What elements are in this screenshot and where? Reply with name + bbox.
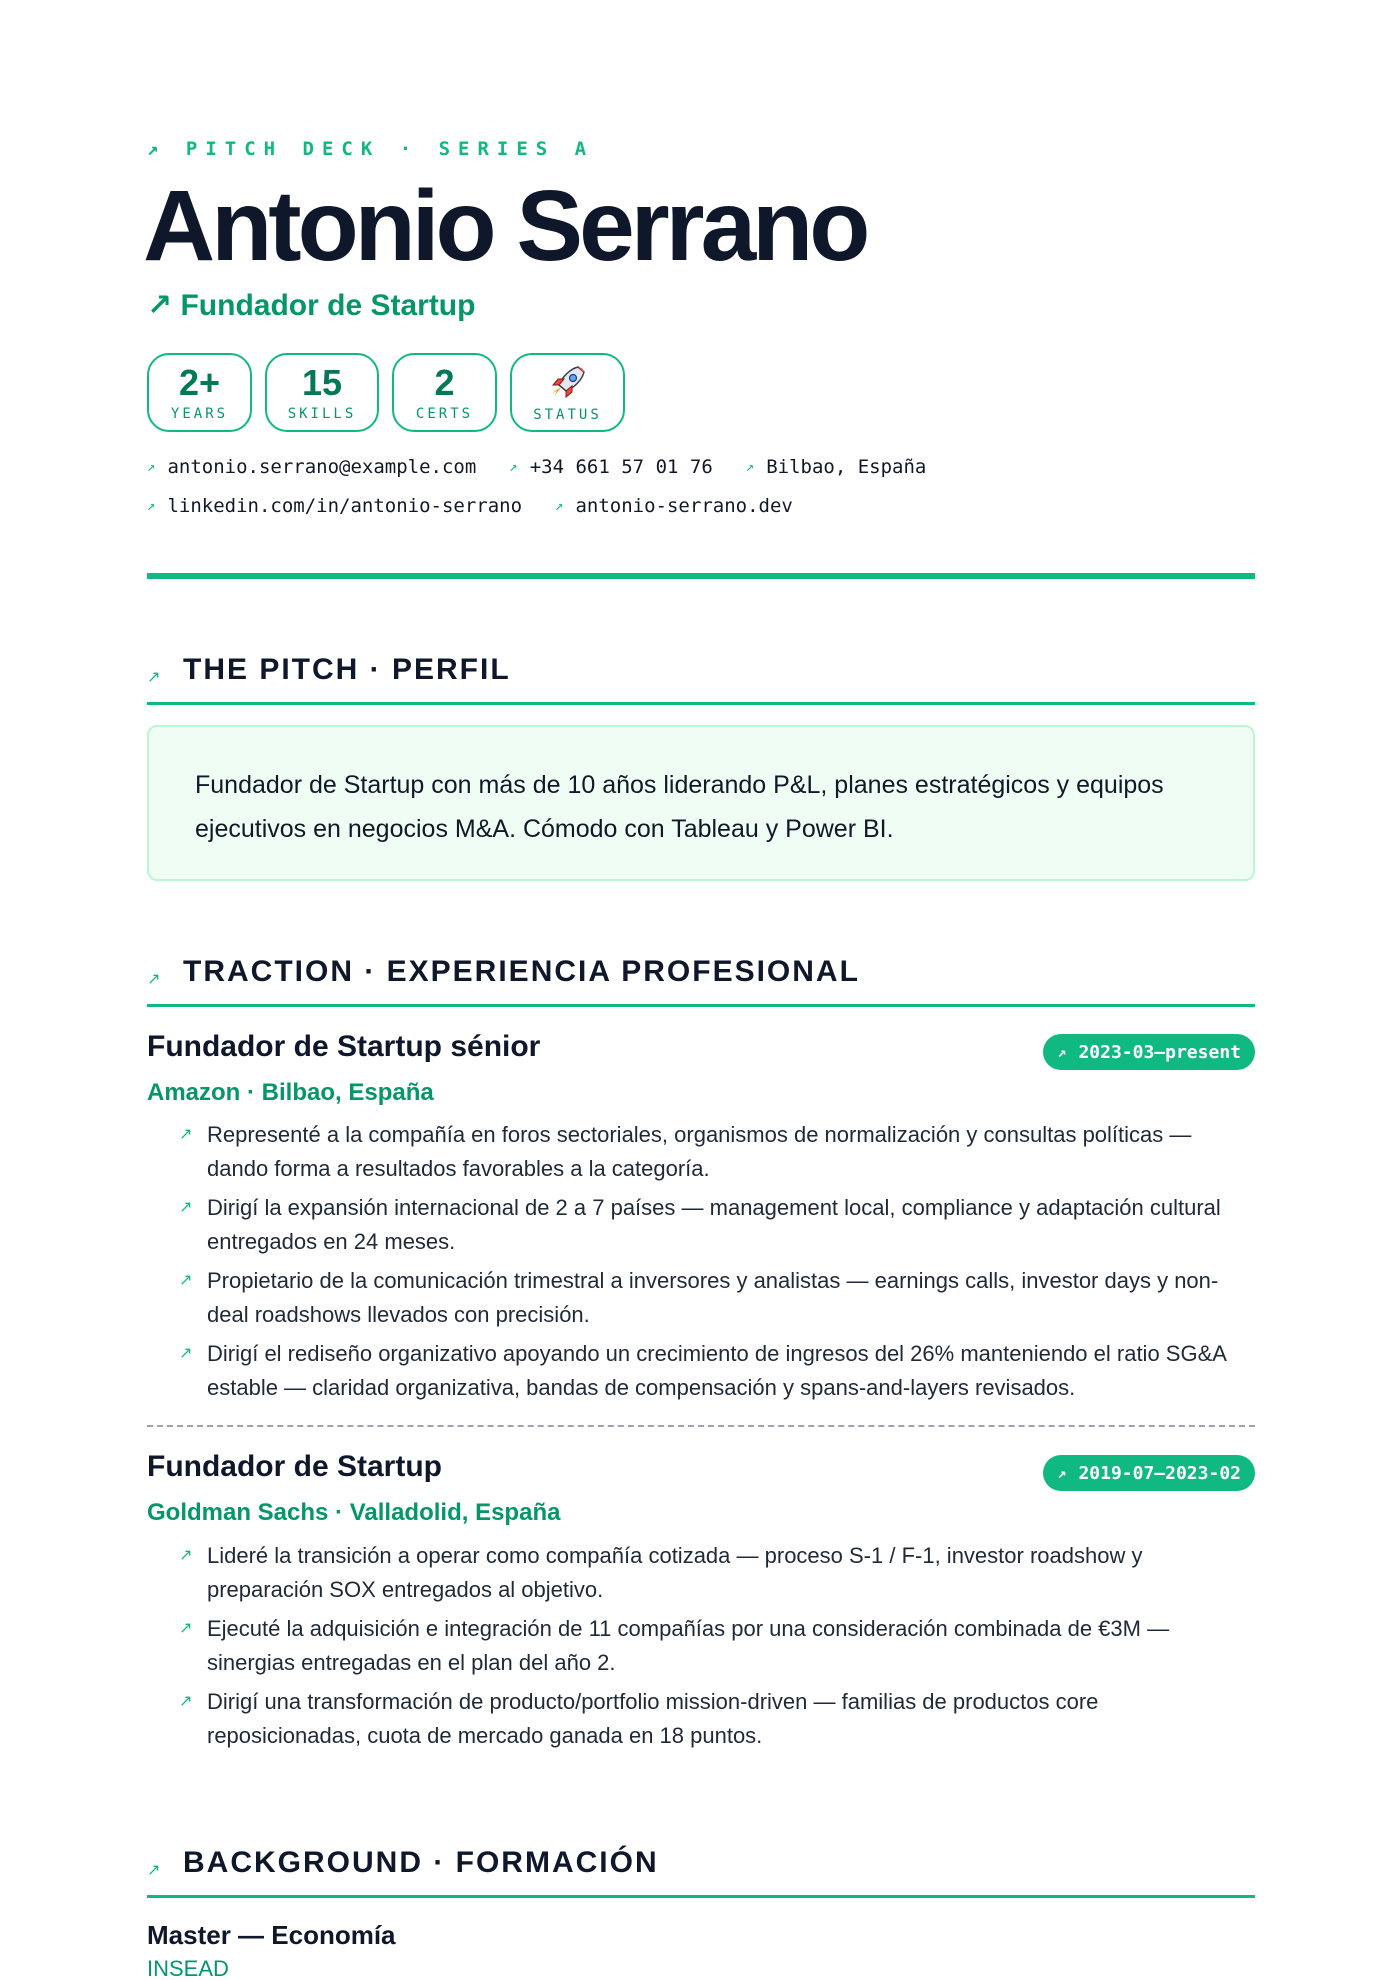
candidate-role: ↗ Fundador de Startup — [147, 289, 476, 322]
arrow-icon: ↗ — [179, 1345, 193, 1362]
arrow-icon: ↗ — [147, 669, 161, 686]
stat-years-badge — [147, 353, 252, 432]
stat-label: SKILLS — [287, 405, 357, 422]
list-item: ↗ Lideré la transición a operar como compañía cotizada — proceso S-1 / F-1, investor roadshow y preparación SOX entregados al objetivo. — [179, 1539, 1239, 1607]
list-item: ↗ Dirigí la expansión internacional de 2 a 7 países — management local, compliance y adaptación cultural entregados en 24 meses. — [179, 1191, 1239, 1259]
job-org: Goldman Sachs · Valladolid, España — [147, 1499, 561, 1526]
phone-text: +34 661 57 01 76 — [529, 456, 713, 478]
location-text: Bilbao, España — [766, 456, 927, 478]
arrow-icon: ↗ — [179, 1547, 193, 1564]
arrow-icon: ↗ — [179, 1199, 193, 1216]
contact-website[interactable] — [555, 495, 793, 517]
contact-phone[interactable] — [509, 456, 712, 478]
stat-value: 15 — [301, 361, 343, 403]
header-divider — [147, 573, 1255, 579]
list-item: ↗ Representé a la compañía en foros sectoriales, organismos de normalización y consultas políticas — dando forma a resultados favorables a la categoría. — [179, 1118, 1239, 1186]
arrow-icon: ↗ — [179, 1693, 193, 1710]
stat-certs-badge — [392, 353, 497, 432]
job-title: Fundador de Startup sénior — [147, 1030, 541, 1063]
section-header-education — [147, 1838, 1255, 1898]
website-link[interactable]: antonio-serrano.dev — [575, 495, 793, 517]
education-degree: Master — Economía — [147, 1920, 396, 1950]
stat-label: YEARS — [170, 405, 229, 422]
arrow-icon: ↗ — [147, 971, 161, 988]
contact-location — [746, 456, 927, 478]
arrow-icon: ↗ — [179, 1272, 193, 1289]
contact-linkedin[interactable] — [147, 495, 522, 517]
job-bullets — [179, 1118, 1239, 1410]
job-date-pill — [1043, 1034, 1255, 1070]
job-bullets — [179, 1539, 1239, 1758]
job-org: Amazon · Bilbao, España — [147, 1079, 434, 1106]
job-dates: 2023-03—present — [1078, 1041, 1241, 1063]
contact-row-primary — [147, 456, 959, 478]
contact-row-secondary — [147, 495, 826, 517]
section-title: BACKGROUND · FORMACIÓN — [183, 1846, 659, 1879]
arrow-icon: ↗ — [179, 1620, 193, 1637]
eyebrow-label: ↗ PITCH DECK · SERIES A — [147, 138, 595, 160]
arrow-icon: ↗ — [147, 498, 156, 514]
job-separator — [147, 1425, 1255, 1427]
job-title: Fundador de Startup — [147, 1450, 442, 1483]
job-dates: 2019-07—2023-02 — [1078, 1462, 1241, 1484]
section-title: THE PITCH · PERFIL — [183, 653, 511, 686]
rocket-icon — [546, 363, 590, 403]
stat-value: 2 — [434, 361, 455, 403]
arrow-icon: ↗ — [1057, 1043, 1067, 1061]
list-item: ↗ Dirigí una transformación de producto/portfolio mission-driven — familias de productos core reposicionadas, cuota de mercado ganada en 18 puntos. — [179, 1685, 1239, 1753]
arrow-icon: ↗ — [147, 459, 156, 475]
section-title: TRACTION · EXPERIENCIA PROFESIONAL — [183, 955, 860, 988]
stat-label: STATUS — [533, 406, 602, 423]
education-school: INSEAD — [147, 1956, 229, 1980]
profile-summary-box — [147, 725, 1255, 881]
stat-value: 2+ — [178, 361, 221, 403]
list-item: ↗ Dirigí el rediseño organizativo apoyando un crecimiento de ingresos del 26% manteniendo el ratio SG&A estable — claridad organizativa, bandas de compensación y spans-and-layers revisados. — [179, 1337, 1239, 1405]
stats-badges — [147, 353, 625, 432]
linkedin-link[interactable]: linkedin.com/in/antonio-serrano — [167, 495, 523, 517]
stat-status-badge — [510, 353, 625, 432]
contact-email[interactable] — [147, 456, 476, 478]
arrow-icon: ↗ — [147, 1862, 161, 1879]
stat-skills-badge — [265, 353, 379, 432]
profile-summary-text: Fundador de Startup con más de 10 años liderando P&L, planes estratégicos y equipos ejecutivos en negocios M&A. Cómodo con Tableau y Power BI. — [195, 771, 1164, 843]
list-item: ↗ Propietario de la comunicación trimestral a inversores y analistas — earnings calls, investor days y non-deal roadshows llevados con precisión. — [179, 1264, 1239, 1332]
candidate-name: Antonio Serrano — [143, 170, 867, 282]
arrow-icon: ↗ — [1057, 1464, 1067, 1482]
list-item: ↗ Ejecuté la adquisición e integración de 11 compañías por una consideración combinada de €3M — sinergias entregadas en el plan del año 2. — [179, 1612, 1239, 1680]
arrow-icon: ↗ — [745, 459, 755, 475]
arrow-icon: ↗ — [509, 459, 518, 475]
email-text: antonio.serrano@example.com — [167, 456, 477, 478]
job-date-pill — [1043, 1455, 1255, 1491]
stat-label: CERTS — [415, 405, 474, 422]
section-header-experience — [147, 947, 1255, 1007]
section-header-profile — [147, 645, 1255, 705]
arrow-icon: ↗ — [179, 1126, 193, 1143]
arrow-icon: ↗ — [555, 498, 564, 514]
